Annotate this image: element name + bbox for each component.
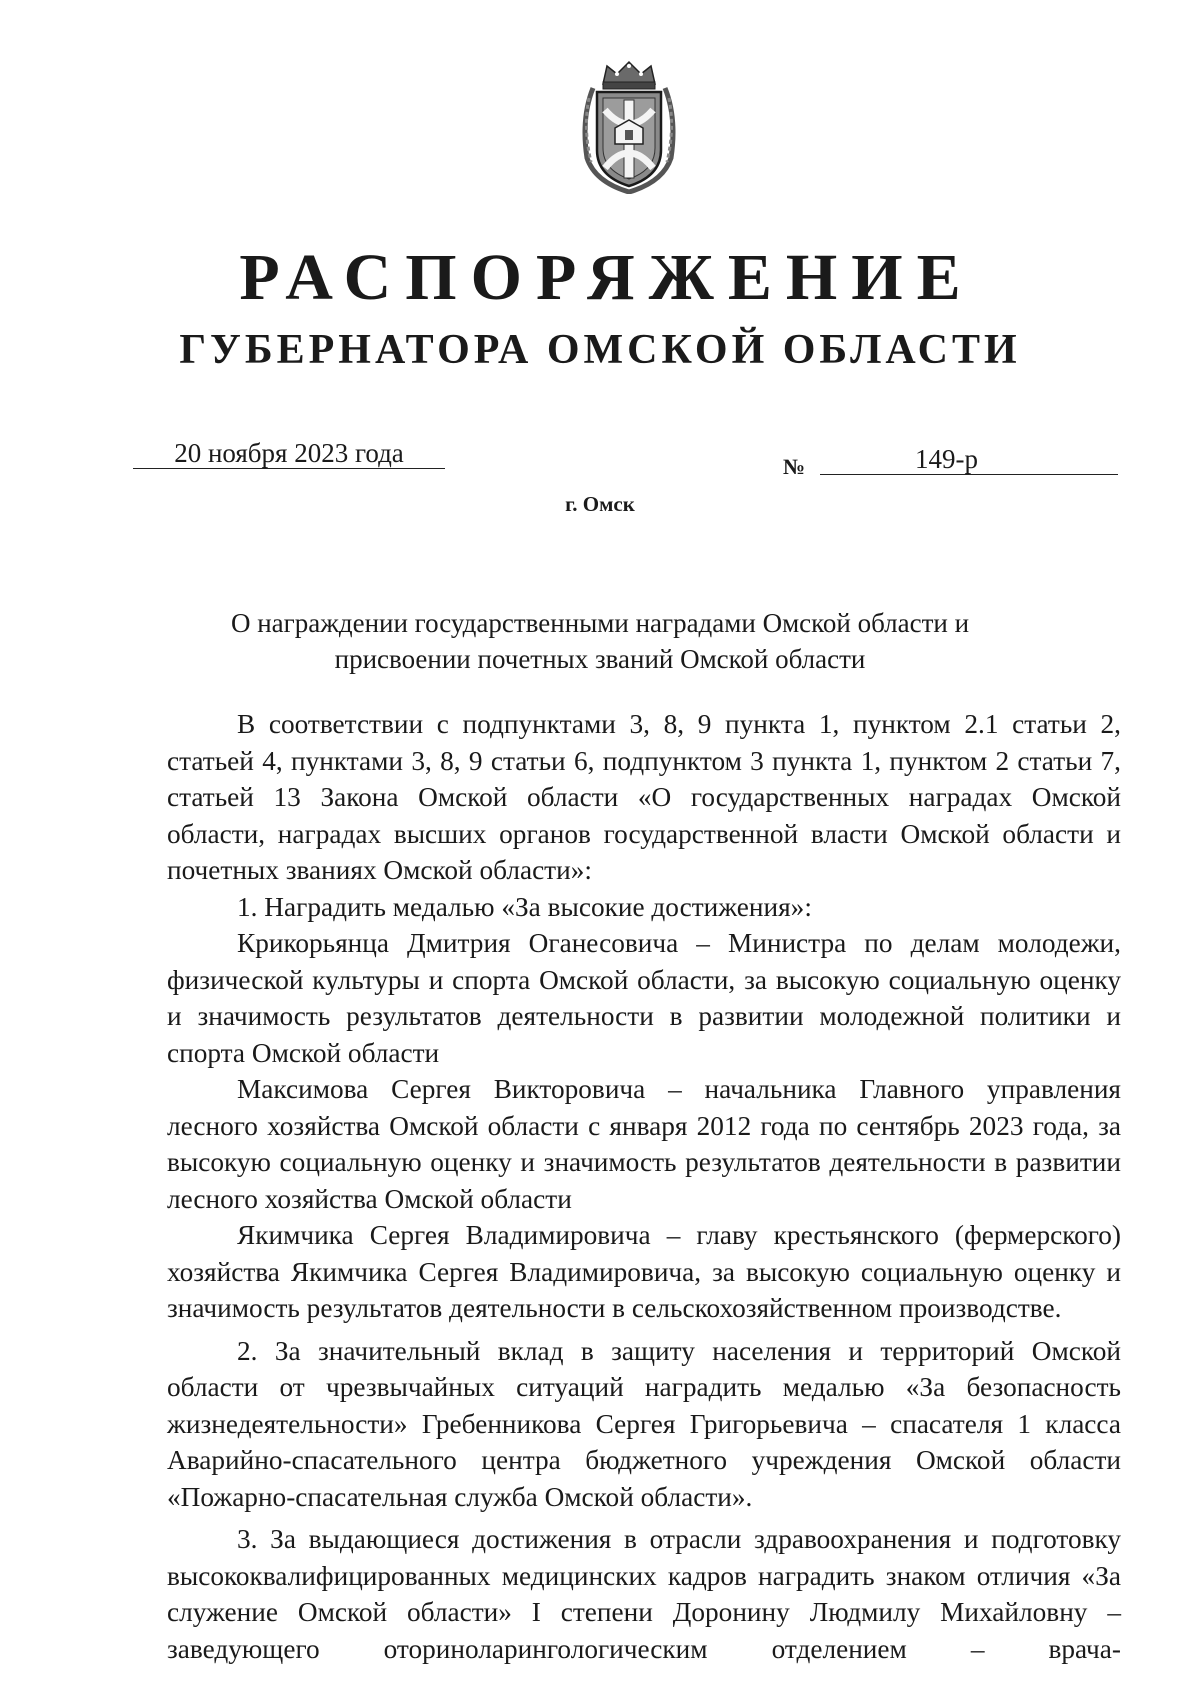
- item-1-person-3: Якимчика Сергея Владимировича – главу крестьянского (фермерского) хозяйства Якимчика Сергея Владимировича, за высокую социальную оценку и значимость результатов деятельности в сельскохозяйственном производстве.: [167, 1220, 1121, 1323]
- document-body: [167, 706, 1121, 1667]
- number-sign: №: [783, 454, 806, 479]
- document-number: 149-р: [820, 444, 1118, 475]
- item-3-paragraph: 3. За выдающиеся достижения в отрасли здравоохранения и подготовку высококвалифицированных медицинских кадров наградить знаком отличия «За служение Омской области» I степени Доронину Людмилу Михайловну – заведующего оториноларингологическим отделением – врача-: [167, 1524, 1121, 1664]
- document-city: г. Омск: [565, 492, 635, 516]
- document-title: РАСПОРЯЖЕНИЕ: [239, 241, 975, 314]
- document-date: 20 ноября 2023 года: [133, 438, 445, 469]
- coat-of-arms-icon: [573, 58, 685, 194]
- document-subject: [0, 605, 1200, 677]
- subject-line-1: О награждении государственными наградами Омской области и: [230, 608, 970, 638]
- subject-line-2: присвоении почетных званий Омской области: [334, 644, 866, 674]
- preamble-paragraph: В соответствии с подпунктами 3, 8, 9 пункта 1, пунктом 2.1 статьи 2, статьей 4, пунктами 3, 8, 9 статьи 6, подпунктом 3 пункта 1, пунктом 2 статьи 7, статьей 13 Закона Омской области «О государственных наградах Омской области, наградах высших органов государственной власти Омской области и почетных званиях Омской области»:: [167, 709, 1121, 885]
- document-subtitle: ГУБЕРНАТОРА ОМСКОЙ ОБЛАСТИ: [179, 327, 1021, 373]
- item-1-person-2: Максимова Сергея Викторовича – начальника Главного управления лесного хозяйства Омской области с января 2012 года по сентябрь 2023 года, за высокую социальную оценку и значимость результатов деятельности в развитии лесного хозяйства Омской области: [167, 1074, 1121, 1214]
- item-1-paragraph: 1. Наградить медалью «За высокие достижения»:: [237, 891, 812, 922]
- item-2-paragraph: 2. За значительный вклад в защиту населения и территорий Омской области от чрезвычайных ситуаций наградить медалью «За безопасность жизнедеятельности» Гребенникова Сергея Григорьевича – спасателя 1 класса Аварийно-спасательного центра бюджетного учреждения Омской области «Пожарно-спасательная служба Омской области».: [167, 1335, 1121, 1512]
- item-1-person-1: Крикорьянца Дмитрия Оганесовича – Министра по делам молодежи, физической культуры и спорта Омской области, за высокую социальную оценку и значимость результатов деятельности в развитии молодежной политики и спорта Омской области: [167, 928, 1121, 1068]
